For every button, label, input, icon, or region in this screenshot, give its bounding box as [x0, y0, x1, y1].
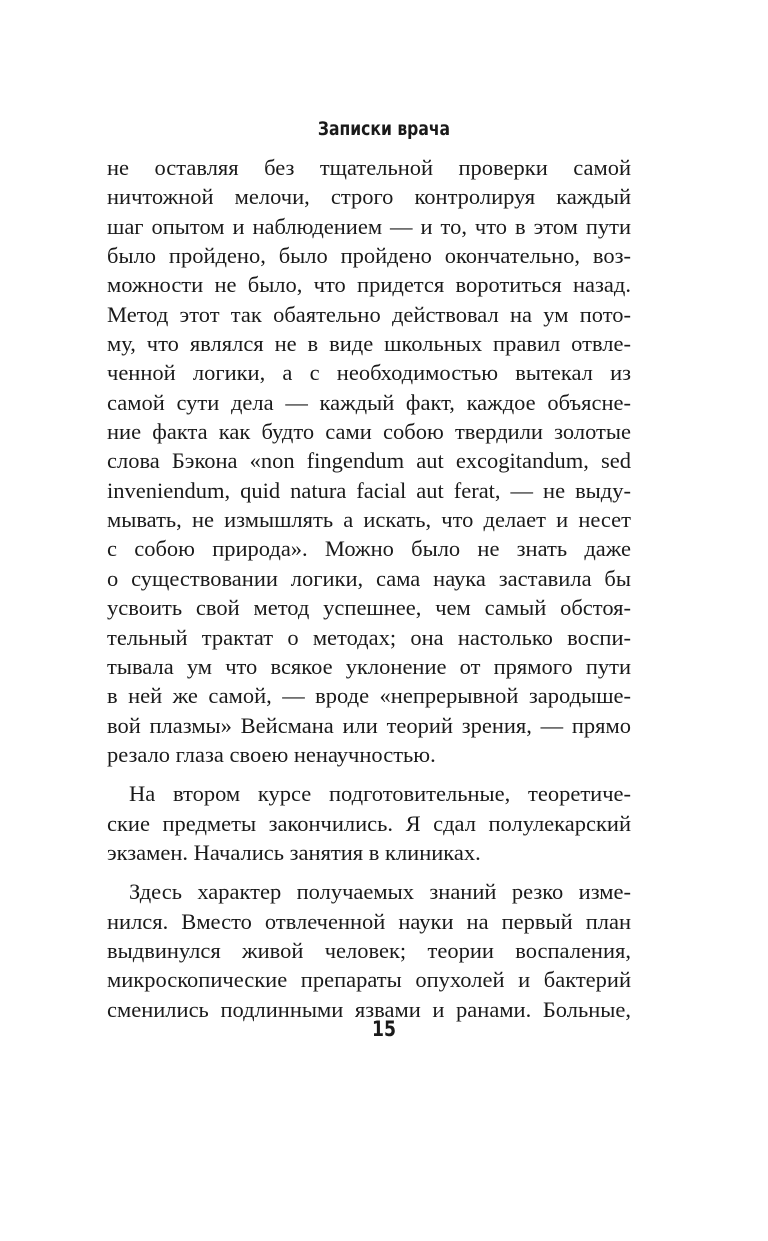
text-line: вой плазмы» Вейсмана или теорий зрения, — прямо: [107, 712, 631, 738]
text-line: о существовании логики, сама наука заставила бы: [107, 565, 631, 591]
text-line: ские предметы закончились. Я сдал полулекарский: [107, 810, 631, 836]
text-line: тельный трактат о методах; она настолько воспи-: [107, 624, 631, 650]
text-line: самой сути дела — каждый факт, каждое объясне-: [107, 389, 631, 415]
text-line: выдвинулся живой человек; теории воспаления,: [107, 937, 631, 963]
text-line: усвоить свой метод успешнее, чем самый обстоя-: [107, 595, 631, 621]
text-line: тывала ум что всякое уклонение от прямого пути: [107, 653, 631, 679]
text-line: На втором курсе подготовительные, теоретиче-: [129, 781, 631, 807]
text-line: ничтожной мелочи, строго контролируя каждый: [107, 184, 631, 210]
text-line: экзамен. Начались занятия в клиниках.: [107, 839, 481, 865]
text-line: му, что являлся не в виде школьных правил отвле-: [107, 331, 631, 357]
text-line: нился. Вместо отвлеченной науки на первый план: [107, 908, 631, 934]
paragraph-1: [107, 153, 631, 769]
text-line: резало глаза своею ненаучностью.: [107, 741, 436, 767]
text-line: можности не было, что придется воротиться назад.: [107, 272, 631, 298]
paragraph-3: [107, 877, 631, 1024]
text-line: Метод этот так обаятельно действовал на ум пото-: [107, 301, 631, 327]
page-number: 15: [372, 1017, 396, 1041]
text-line: Здесь характер получаемых знаний резко изме-: [129, 879, 631, 905]
text-line: ченной логики, а с необходимостью вытекал из: [107, 360, 631, 386]
text-line: не оставляя без тщательной проверки самой: [107, 155, 631, 180]
running-head: Записки врача: [317, 118, 451, 140]
text-line: было пройдено, было пройдено окончательно, воз-: [107, 243, 631, 269]
paragraph-2: [107, 779, 631, 867]
text-line: мывать, не измышлять а искать, что делает и несет: [107, 507, 631, 533]
text-line: inveniendum, quid natura facial aut ferat, — не выду-: [107, 477, 631, 503]
text-line: в ней же самой, — вроде «непрерывной зародыше-: [107, 683, 631, 709]
text-line: шаг опытом и наблюдением — и то, что в этом пути: [107, 213, 631, 239]
text-line: сменились подлинными язвами и ранами. Больные,: [107, 996, 631, 1022]
text-line: с собою природа». Можно было не знать даже: [107, 536, 631, 562]
text-line: микроскопические препараты опухолей и бактерий: [107, 967, 631, 993]
body-text: [107, 153, 631, 1024]
text-line: ние факта как будто сами собою твердили золотые: [107, 419, 631, 445]
text-line: слова Бэкона «non fingendum aut excogitandum, sed: [107, 448, 631, 474]
